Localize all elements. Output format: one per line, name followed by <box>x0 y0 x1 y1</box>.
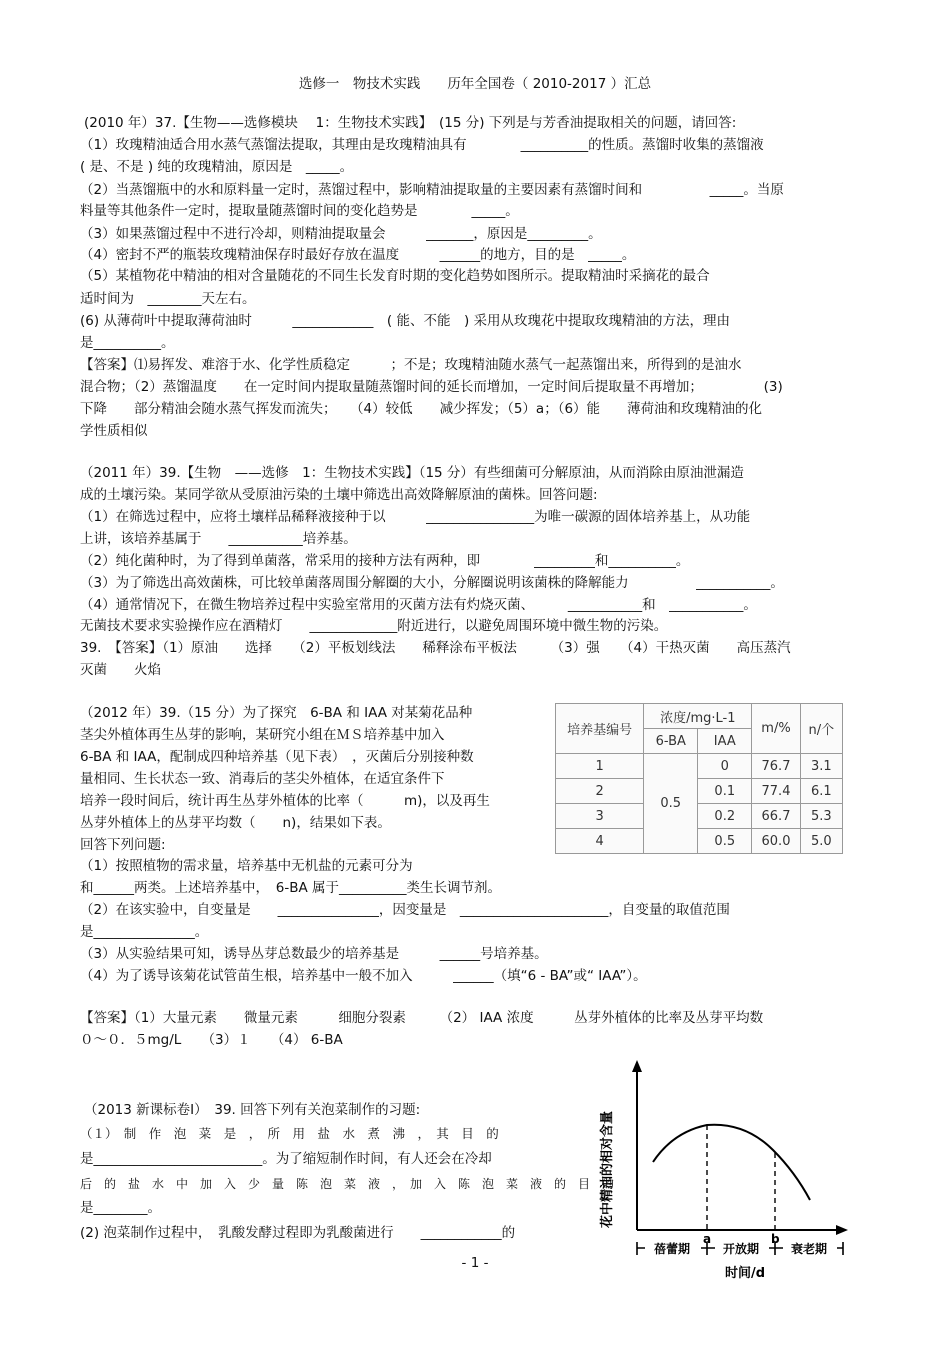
curve <box>653 1125 810 1200</box>
text-line: （1）在筛选过程中，应将土壤样品稀释液接种于以 ________________为唯一碳源的固体培养基上，从功能 <box>80 509 751 525</box>
text-line: （3）如果蒸馏过程中不进行冷却，则精油提取量会 _______，原因是_________。 <box>80 226 602 242</box>
text-line: 是_______________。 <box>80 924 209 940</box>
text-line: (2) 泡菜制作过程中， 乳酸发酵过程即为乳酸菌进行 ____________的 <box>80 1225 516 1241</box>
text-line: 是__________。 <box>80 335 175 351</box>
text-line: （2）在该实验中，自变量是 _______________，因变量是 ______________________，自变量的取值范围 <box>80 902 730 918</box>
text-line: (6) 从薄荷叶中提取薄荷油时 ____________ ( 能、不能 ) 采用从玫瑰花中提取玫瑰精油的方法，理由 <box>80 313 731 329</box>
text-line: 是_________________________。为了缩短制作时间，有人还会在冷却 <box>80 1151 492 1167</box>
text-line: （4）通常情况下，在微生物培养过程中实验室常用的灭菌方法有灼烧灭菌、 ___________和 ___________。 <box>80 597 757 613</box>
table-cell: 0.5 <box>698 829 752 854</box>
table-cell: 0.2 <box>698 804 752 829</box>
answer-line: 39. 【答案】（1）原油 选择 （2）平板划线法 稀释涂布平板法 （3）强 （4）干热灭菌 高压蒸汽 <box>80 640 791 656</box>
header-6ba: 6-BA <box>644 729 698 754</box>
table-cell: 1 <box>556 754 644 779</box>
text-line: （3）为了筛选出高效菌株，可比较单菌落周围分解圈的大小，分解圈说明该菌株的降解能力 ___________。 <box>80 575 784 591</box>
header-n: n/个 <box>800 704 842 754</box>
x-axis-arrow-icon <box>836 1225 848 1235</box>
text-line: （5）某植物花中精油的相对含量随花的不同生长发育时期的变化趋势如图所示。提取精油时采摘花的最合 <box>80 268 710 284</box>
text-line: （2011 年）39.【生物 ——选修 1：生物技术实践】（15 分）有些细菌可分解原油，从而消除由原油泄漏造 <box>80 465 744 481</box>
table-cell: 5.0 <box>800 829 842 854</box>
text-line: 适时间为 ________天左右。 <box>80 291 256 307</box>
oil-content-figure <box>595 1050 855 1285</box>
text-line: （１） 制 作 泡 菜 是 ， 所 用 盐 水 煮 沸 ， 其 目 的 <box>80 1126 499 1141</box>
text-line: (2010 年）37.【生物——选修模块 1：生物技术实践】 (15 分) 下列是与芳香油提取相关的问题，请回答: <box>84 115 737 131</box>
table-cell: 77.4 <box>752 779 800 804</box>
answer-line: 灭菌 火焰 <box>80 662 161 678</box>
mark-a: a <box>703 1232 712 1246</box>
stage-bud: 蓓蕾期 <box>653 1242 691 1256</box>
answer-line: 【答案】（1）大量元素 微量元素 细胞分裂素 （2） IAA 浓度 丛芽外植体的比率及丛芽平均数 <box>80 1010 764 1026</box>
x-axis-label: 时间/d <box>724 1266 766 1281</box>
text-line: 上讲，该培养基属于 ___________培养基。 <box>80 531 357 547</box>
y-axis-label: 花中精油的相对含量 <box>600 1110 615 1228</box>
table-cell: 0 <box>698 754 752 779</box>
table-cell: 3.1 <box>800 754 842 779</box>
text-line: 后 的 盐 水 中 加 入 少 量 陈 泡 菜 液 ， 加 入 陈 泡 菜 液 的 目 的 <box>80 1177 615 1191</box>
text-line: 茎尖外植体再生丛芽的影响，某研究小组在ＭＳ培养基中加入 <box>80 727 445 743</box>
text-line: 是________。 <box>80 1200 161 1216</box>
y-axis-arrow-icon <box>632 1060 642 1072</box>
text-line: 回答下列问题: <box>80 837 166 853</box>
table-cell: 5.3 <box>800 804 842 829</box>
text-line: （4）为了诱导该菊花试管苗生根，培养基中一般不加入 ______（填“6 - BA”或“ IAA”）。 <box>80 968 647 984</box>
table-cell: 4 <box>556 829 644 854</box>
table-row <box>556 779 843 804</box>
text-line: （2）当蒸馏瓶中的水和原料量一定时，蒸馏过程中，影响精油提取量的主要因素有蒸馏时间和 _____。当原 <box>80 182 784 198</box>
text-line: 和______两类。上述培养基中， 6-BA 属于__________类生长调节剂。 <box>80 880 501 896</box>
table-cell-6ba: 0.5 <box>644 754 698 854</box>
text-line: 丛芽外植体上的丛芽平均数（ n)，结果如下表。 <box>80 815 391 831</box>
answer-line: 混合物；（2）蒸馏温度 在一定时间内提取量随蒸馏时间的延长而增加，一定时间后提取量不再增加； (3) <box>80 379 783 395</box>
table-cell: 6.1 <box>800 779 842 804</box>
text-line: 成的土壤污染。某同学欲从受原油污染的土壤中筛选出高效降解原油的菌株。回答问题: <box>80 487 598 503</box>
text-line: （1）按照植物的需求量，培养基中无机盐的元素可分为 <box>80 858 413 874</box>
culture-medium-table <box>555 703 843 854</box>
table-row <box>556 754 843 779</box>
answer-line: 【答案】⑴易挥发、难溶于水、化学性质稳定 ；不是；玫瑰精油随水蒸气一起蒸馏出来，所得到的是油水 <box>80 357 742 373</box>
table-row <box>556 804 843 829</box>
page-title: 选修一 物技术实践 历年全国卷（ 2010-2017 ）汇总 <box>298 76 652 92</box>
table-cell: 0.1 <box>698 779 752 804</box>
answer-line: 下降 部分精油会随水蒸气挥发而流失； （4）较低 减少挥发；（5）a；（6）能 薄荷油和玫瑰精油的化 <box>80 401 763 417</box>
table-cell: 3 <box>556 804 644 829</box>
answer-line: ０～０．５mg/L （3）１ （4） 6-BA <box>80 1032 343 1048</box>
text-line: （2）纯化菌种时，为了得到单菌落，常采用的接种方法有两种，即 _________和__________。 <box>80 553 690 569</box>
table-cell: 76.7 <box>752 754 800 779</box>
text-line: （3）从实验结果可知，诱导丛芽总数最少的培养基是 ______号培养基。 <box>80 946 548 962</box>
text-line: （1）玫瑰精油适合用水蒸气蒸馏法提取，其理由是玫瑰精油具有 __________的性质。蒸馏时收集的蒸馏液 <box>80 137 764 153</box>
table-cell: 66.7 <box>752 804 800 829</box>
table-cell: 60.0 <box>752 829 800 854</box>
text-line: 6-BA 和 IAA，配制成四种培养基（见下表） ，灭菌后分别接种数 <box>80 749 474 765</box>
text-line: 料量等其他条件一定时，提取量随蒸馏时间的变化趋势是 _____。 <box>80 203 519 219</box>
header-m: m/% <box>752 704 800 754</box>
text-line: 量相同、生长状态一致、消毒后的茎尖外植体，在适宜条件下 <box>80 771 445 787</box>
answer-line: 学性质相似 <box>80 423 148 439</box>
text-line: ( 是、不是 ) 纯的玫瑰精油，原因是 _____。 <box>80 159 354 175</box>
text-line: （2013 新课标卷Ⅰ） 39. 回答下列有关泡菜制作的习题: <box>84 1102 421 1118</box>
mark-b: b <box>771 1232 780 1246</box>
stage-aging: 衰老期 <box>790 1242 828 1256</box>
page-number: - 1 - <box>461 1255 489 1271</box>
text-line: （4）密封不严的瓶装玫瑰精油保存时最好存放在温度 ______的地方，目的是 _____。 <box>80 247 636 263</box>
text-line: 无菌技术要求实验操作应在酒精灯 _____________附近进行，以避免周围环境中微生物的污染。 <box>80 618 668 634</box>
header-iaa: IAA <box>698 729 752 754</box>
table-row <box>556 829 843 854</box>
text-line: 培养一段时间后，统计再生丛芽外植体的比率（ m)，以及再生 <box>80 793 490 809</box>
table-cell: 2 <box>556 779 644 804</box>
text-line: （2012 年）39.（15 分）为了探究 6-BA 和 IAA 对某菊花品种 <box>80 705 473 721</box>
header-medium-id: 培养基编号 <box>556 704 644 754</box>
stage-open: 开放期 <box>722 1242 760 1256</box>
header-concentration: 浓度/mg·L-1 <box>644 704 752 729</box>
